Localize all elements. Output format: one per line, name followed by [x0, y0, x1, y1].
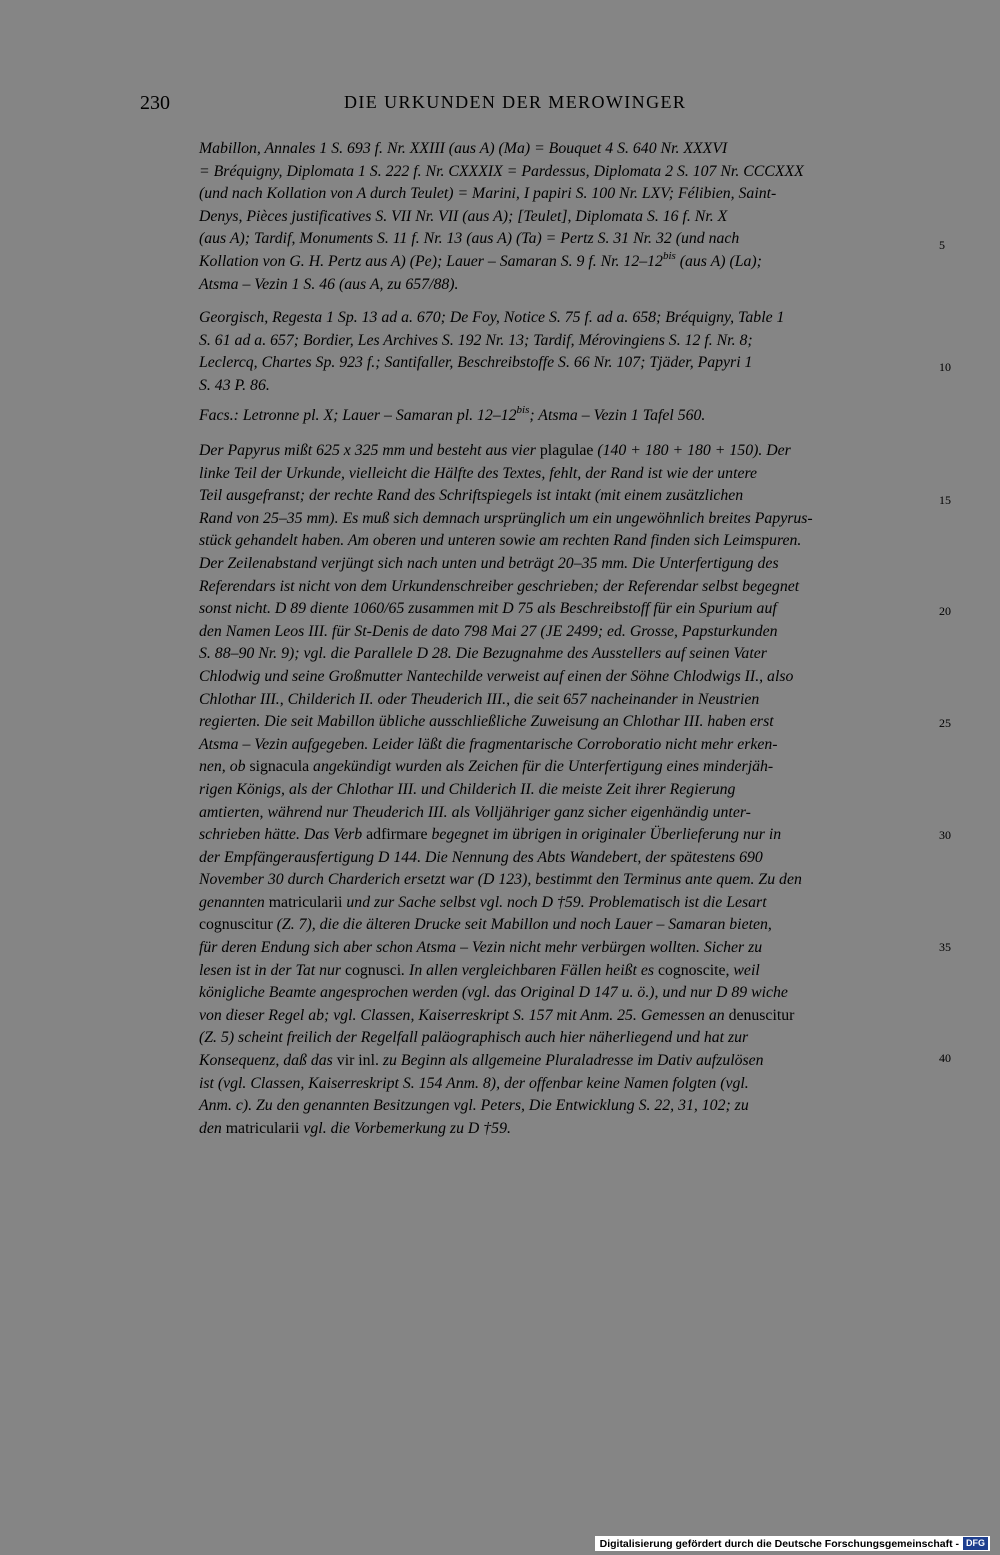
margin-line-number: 5 — [939, 238, 945, 252]
text-segment: (140 + 180 + 180 + 150). Der — [593, 442, 791, 459]
text-line — [199, 375, 921, 398]
text-line — [199, 440, 921, 463]
text-segment: Kollation von G. H. Pertz aus A) (Pe); Lauer – Samaran S. 9 f. Nr. 12–12 — [199, 252, 663, 270]
latin-term: cognusci — [345, 961, 402, 979]
latin-term: plagulae — [539, 442, 594, 459]
text-line — [199, 206, 921, 229]
funding-credit: Digitalisierung gefördert durch die Deutsche Forschungsgemeinschaft - — [599, 1537, 959, 1550]
text-segment: Atsma – Vezin 1 S. 46 (aus A, zu 657/88). — [199, 275, 459, 293]
text-segment: Teil ausgefranst; der rechte Rand des Schriftspiegels ist intakt (mit einem zusätzlichen — [199, 487, 744, 505]
text-line — [199, 598, 921, 621]
text-segment: ; Atsma – Vezin 1 Tafel 560. — [529, 407, 706, 424]
text-segment: . In allen vergleichbaren Fällen heißt es — [401, 961, 658, 979]
margin-line-number: 30 — [939, 828, 951, 842]
text-line — [199, 734, 921, 757]
text-segment: S. 61 ad a. 657; Bordier, Les Archives S. 192 Nr. 13; Tardif, Mérovingiens S. 12 f. Nr. 8; — [199, 331, 753, 349]
text-segment: Denys, Pièces justificatives S. VII Nr. VII (aus A); [Teulet], Diplomata S. 16 f. Nr. X — [199, 207, 728, 225]
text-segment: königliche Beamte angesprochen werden (vgl. das Original D 147 u. ö.), und nur D 89 wiche — [199, 984, 788, 1002]
text-line — [199, 463, 921, 486]
text-line — [199, 1118, 921, 1141]
text-line — [199, 666, 921, 689]
text-line — [199, 485, 921, 508]
margin-line-number: 25 — [939, 716, 951, 730]
text-line — [199, 530, 921, 553]
text-segment: angekündigt wurden als Zeichen für die Unterfertigung eines minderjäh- — [309, 758, 774, 776]
text-segment: nen, ob — [199, 758, 250, 776]
latin-term: adfirmare — [366, 826, 428, 844]
superscript: bis — [516, 403, 530, 416]
text-line — [199, 1095, 921, 1118]
margin-line-number: 20 — [939, 604, 951, 618]
regesta-paragraph — [199, 307, 921, 397]
text-line — [199, 621, 921, 644]
text-segment: von dieser Regel ab; vgl. Classen, Kaiserreskript S. 157 mit Anm. 25. Gemessen an — [199, 1006, 729, 1024]
text-line — [199, 779, 921, 802]
text-line — [199, 869, 921, 892]
text-line — [199, 1050, 921, 1073]
text-line — [199, 847, 921, 870]
commentary-paragraph — [199, 440, 921, 1140]
text-segment: regierten. Die seit Mabillon übliche ausschließliche Zuweisung an Chlothar III. haben erst — [199, 713, 774, 731]
margin-line-number: 40 — [939, 1051, 951, 1065]
latin-term: matricularii — [225, 1119, 300, 1137]
text-line — [199, 937, 921, 960]
text-segment: Konsequenz, daß das — [199, 1052, 337, 1070]
text-segment: (aus A) (La); — [675, 252, 762, 270]
text-segment: sonst nicht. D 89 diente 1060/65 zusammen mit D 75 als Beschreibstoff für ein Spurium auf — [199, 600, 777, 618]
latin-term: denuscitur — [728, 1006, 795, 1024]
text-segment: stück gehandelt haben. Am oberen und unteren sowie am rechten Rand finden sich Leimspuren. — [199, 532, 802, 550]
text-segment: und zur Sache selbst vgl. noch D †59. Problematisch ist die Lesart — [342, 893, 767, 911]
text-line — [199, 892, 921, 915]
text-line — [199, 274, 921, 297]
text-segment: schrieben hätte. Das Verb — [199, 826, 367, 844]
text-line — [199, 307, 921, 330]
text-line — [199, 1005, 921, 1028]
text-segment: Leclercq, Chartes Sp. 923 f.; Santifaller, Beschreibstoffe S. 66 Nr. 107; Tjäder, Papyri 1 — [199, 354, 753, 372]
dfg-funding-footer — [595, 1536, 990, 1551]
text-line — [199, 914, 921, 937]
latin-term: cognoscite — [657, 961, 726, 979]
text-line — [199, 824, 921, 847]
text-line — [199, 138, 921, 161]
text-segment: begegnet im übrigen in originaler Überlieferung nur in — [427, 826, 782, 844]
text-line — [199, 352, 921, 375]
latin-term: vir inl. — [336, 1052, 379, 1070]
text-line — [199, 183, 921, 206]
text-segment: (Z. 7), die die älteren Drucke seit Mabillon und noch Lauer – Samaran bieten, — [272, 916, 772, 934]
text-segment: Anm. c). Zu den genannten Besitzungen vgl. Peters, Die Entwicklung S. 22, 31, 102; zu — [199, 1097, 749, 1115]
text-segment: rigen Königs, als der Chlothar III. und Childerich II. die meiste Zeit ihrer Regierung — [199, 780, 736, 798]
latin-term: signacula — [249, 758, 310, 776]
text-line — [199, 802, 921, 825]
text-segment: (und nach Kollation von A durch Teulet) = Marini, I papiri S. 100 Nr. LXV; Félibien, Saint- — [199, 185, 777, 203]
text-line — [199, 508, 921, 531]
text-segment: Mabillon, Annales 1 S. 693 f. Nr. XXIII (aus A) (Ma) = Bouquet 4 S. 640 Nr. XXXVI — [199, 140, 728, 157]
text-segment: Referendars ist nicht von dem Urkundenschreiber geschrieben; der Referendar selbst begegnet — [199, 577, 800, 595]
running-title: DIE URKUNDEN DER MEROWINGER — [344, 92, 687, 112]
text-line — [199, 330, 921, 353]
text-segment: für deren Endung sich aber schon Atsma – Vezin nicht mehr verbürgen wollten. Sicher zu — [199, 939, 763, 957]
text-line — [199, 960, 921, 983]
superscript: bis — [662, 249, 676, 262]
text-line — [199, 643, 921, 666]
text-segment: November 30 durch Charderich ersetzt war (D 123), bestimmt den Terminus ante quem. Zu den — [199, 871, 802, 889]
page-number: 230 — [140, 92, 170, 114]
text-segment: genannten — [199, 893, 269, 911]
text-line — [199, 161, 921, 184]
text-segment: , weil — [725, 961, 760, 979]
text-segment: Chlothar III., Childerich II. oder Theuderich III., die seit 657 nacheinander in Neustrien — [199, 690, 760, 708]
text-segment: Rand von 25–35 mm). Es muß sich demnach ursprünglich um ein ungewöhnlich breites Papyrus- — [199, 509, 813, 527]
text-segment: den — [199, 1119, 226, 1137]
text-segment: Chlodwig und seine Großmutter Nantechilde verweist auf einen der Söhne Chlodwigs II., also — [199, 667, 794, 685]
text-line — [199, 689, 921, 712]
text-segment: Der Zeilenabstand verjüngt sich nach unten und beträgt 20–35 mm. Die Unterfertigung des — [199, 554, 779, 572]
text-segment: = Bréquigny, Diplomata 1 S. 222 f. Nr. CXXXIX = Pardessus, Diplomata 2 S. 107 Nr. CCCXXX — [199, 162, 804, 180]
text-line — [199, 1027, 921, 1050]
text-segment: amtierten, während nur Theuderich III. als Volljähriger ganz sicher eigenhändig unter- — [199, 803, 751, 821]
text-segment: S. 43 P. 86. — [199, 376, 270, 394]
text-segment: ist (vgl. Classen, Kaiserreskript S. 154 Anm. 8), der offenbar keine Namen folgten (vgl. — [199, 1074, 749, 1092]
latin-term: matricularii — [268, 893, 343, 911]
text-segment: der Empfängerausfertigung D 144. Die Nennung des Abts Wandebert, der spätestens 690 — [199, 848, 763, 866]
margin-line-number: 10 — [939, 360, 951, 374]
margin-line-number: 15 — [939, 493, 951, 507]
text-segment: Atsma – Vezin aufgegeben. Leider läßt die fragmentarische Corroboratio nicht mehr erken- — [199, 735, 778, 753]
text-line — [199, 982, 921, 1005]
text-segment: linke Teil der Urkunde, vielleicht die Hälfte des Textes, fehlt, der Rand ist wie der untere — [199, 464, 758, 482]
text-line — [199, 1073, 921, 1096]
text-line — [199, 405, 921, 428]
latin-term: cognuscitur — [199, 916, 273, 934]
text-segment: vgl. die Vorbemerkung zu D †59. — [299, 1119, 511, 1137]
text-line — [199, 251, 921, 274]
text-line — [199, 553, 921, 576]
editions-paragraph — [199, 138, 921, 296]
text-segment: Georgisch, Regesta 1 Sp. 13 ad a. 670; De Foy, Notice S. 75 f. ad a. 658; Bréquigny, Table 1 — [199, 309, 785, 326]
text-segment: zu Beginn als allgemeine Pluraladresse im Dativ aufzulösen — [378, 1052, 764, 1070]
text-segment: (Z. 5) scheint freilich der Regelfall paläographisch auch hier näherliegend und hat zur — [199, 1029, 749, 1047]
text-line — [199, 711, 921, 734]
text-line — [199, 228, 921, 251]
text-segment: Facs.: Letronne pl. X; Lauer – Samaran pl. 12–12 — [199, 407, 517, 424]
text-segment: (aus A); Tardif, Monuments S. 11 f. Nr. 13 (aus A) (Ta) = Pertz S. 31 Nr. 32 (und nach — [199, 230, 740, 248]
dfg-logo: DFG — [963, 1537, 988, 1550]
text-line — [199, 576, 921, 599]
facsimiles-paragraph — [199, 405, 921, 428]
text-segment: lesen ist in der Tat nur — [199, 961, 345, 979]
text-segment: den Namen Leos III. für St-Denis de dato 798 Mai 27 (JE 2499; ed. Grosse, Papsturkunden — [199, 622, 778, 640]
text-segment: S. 88–90 Nr. 9); vgl. die Parallele D 28. Die Bezugnahme des Ausstellers auf seinen Vater — [199, 645, 767, 663]
text-segment: Der Papyrus mißt 625 x 325 mm und besteht aus vier — [199, 442, 540, 459]
margin-line-number: 35 — [939, 940, 951, 954]
text-line — [199, 756, 921, 779]
